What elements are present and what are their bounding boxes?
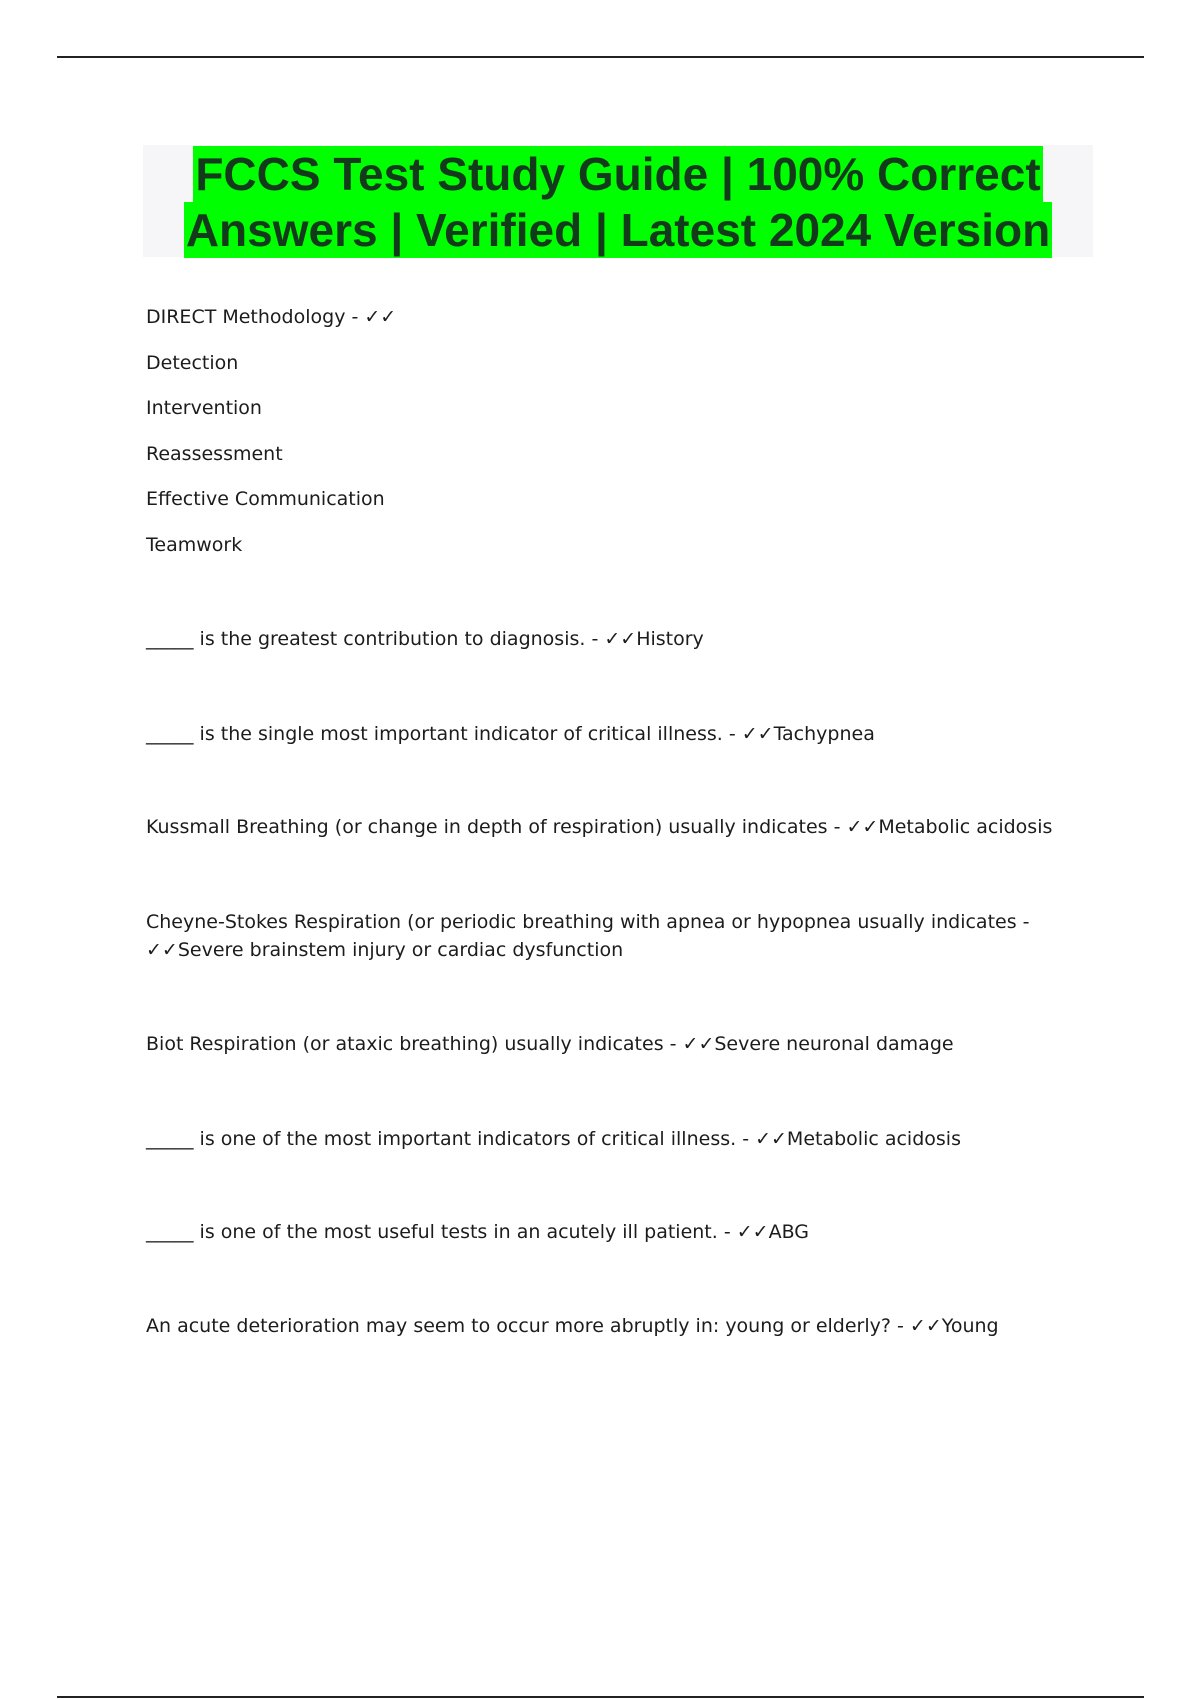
title-line-2: Answers | Verified | Latest 2024 Version: [185, 204, 1051, 256]
qa-item: Kussmall Breathing (or change in depth of respiration) usually indicates - ✓✓Metabolic acidosis: [146, 816, 1053, 838]
bottom-rule: [57, 1696, 1144, 1698]
qa-item: An acute deterioration may seem to occur more abruptly in: young or elderly? - ✓✓Young: [146, 1315, 999, 1337]
title-line-1: FCCS Test Study Guide | 100% Correct: [195, 148, 1041, 200]
direct-item: Detection: [146, 352, 239, 374]
qa-item: Cheyne-Stokes Respiration (or periodic breathing with apnea or hypopnea usually indicates - ✓✓Severe brainstem injury or cardiac dysfunction: [146, 911, 1030, 961]
qa-item: _____ is the single most important indicator of critical illness. - ✓✓Tachypnea: [146, 723, 875, 745]
direct-item: Intervention: [146, 397, 262, 419]
qa-item: _____ is the greatest contribution to diagnosis. - ✓✓History: [146, 628, 704, 650]
direct-item: Reassessment: [146, 443, 283, 465]
document-title: [143, 145, 1093, 257]
top-rule: [57, 56, 1144, 58]
direct-item: Teamwork: [146, 534, 243, 556]
qa-item: Biot Respiration (or ataxic breathing) usually indicates - ✓✓Severe neuronal damage: [146, 1033, 954, 1055]
direct-heading: DIRECT Methodology - ✓✓: [146, 306, 397, 328]
qa-item: _____ is one of the most useful tests in an acutely ill patient. - ✓✓ABG: [146, 1221, 809, 1243]
direct-item: Effective Communication: [146, 488, 385, 510]
qa-item: _____ is one of the most important indicators of critical illness. - ✓✓Metabolic acidosis: [146, 1128, 961, 1150]
